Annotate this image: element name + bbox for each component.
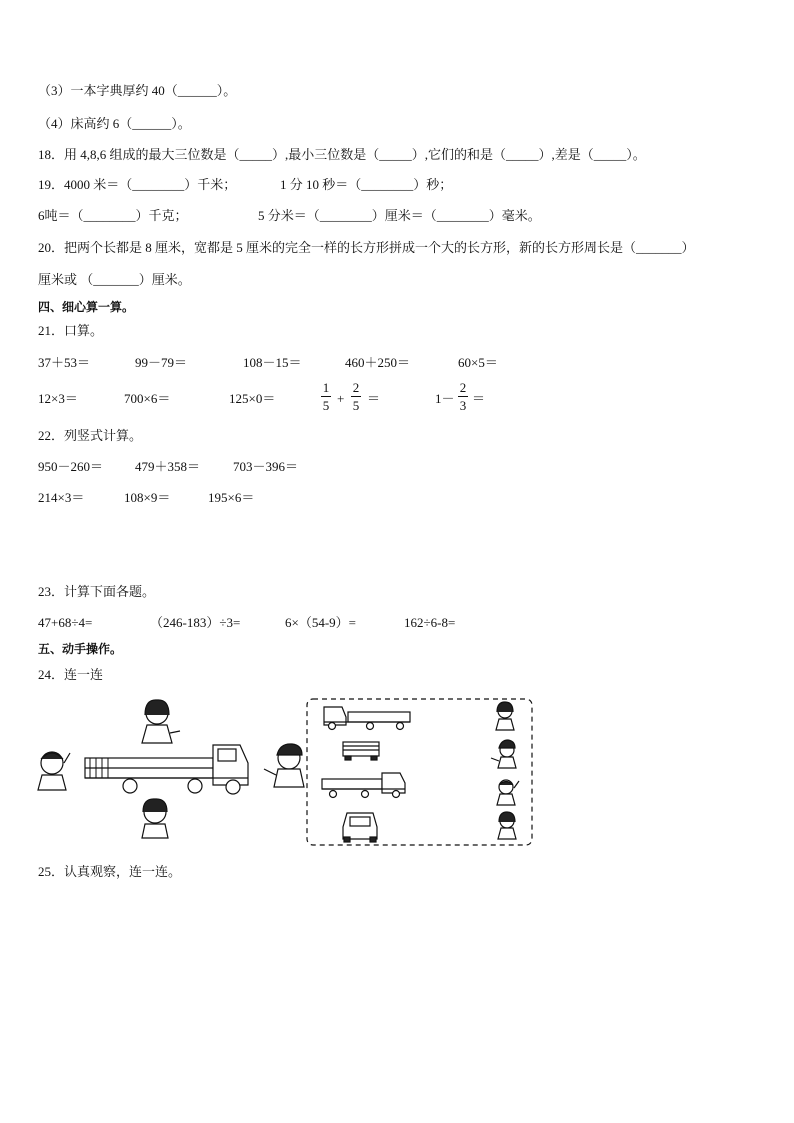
fraction-numerator: 2: [459, 380, 467, 395]
girl-small-icon: [496, 702, 514, 730]
vertical-item: 214×3＝: [38, 490, 85, 505]
worker-right-icon: [264, 744, 304, 787]
calc-item: （246-183）÷3=: [150, 615, 241, 630]
oral-item: 108－15＝: [243, 355, 302, 370]
question-4-line: （4）床高约 6（______）。: [38, 116, 191, 131]
oral-item: 99－79＝: [135, 355, 188, 370]
question-3-line: （3）一本字典厚约 40（______）。: [38, 83, 237, 98]
fraction-numerator: 1: [322, 380, 330, 395]
fraction-denominator: 5: [322, 398, 330, 413]
truck-side-view-2-icon: [322, 773, 405, 798]
truck-rear-view-icon: [343, 742, 379, 760]
worker-small-icon: [491, 740, 516, 768]
girl-top-icon: [142, 700, 180, 743]
oral-item: 12×3＝: [38, 391, 78, 406]
fraction-2-3: [458, 380, 468, 413]
question-21-title: 21．口算。: [38, 323, 104, 338]
oral-item: 125×0＝: [229, 391, 276, 406]
fraction-denominator: 3: [459, 398, 467, 413]
child-left-icon: [38, 752, 70, 790]
equals-sign: ＝: [472, 391, 486, 406]
question-19-part-d: 5 分米＝（________）厘米＝（________）毫米。: [258, 208, 541, 223]
oral-item: 700×6＝: [124, 391, 171, 406]
truck-side-view-icon: [324, 707, 410, 730]
calc-item: 162÷6-8=: [404, 615, 456, 630]
question-25-title: 25．认真观察，连一连。: [38, 864, 182, 879]
question-18: 18．用 4,8,6 组成的最大三位数是（_____）,最小三位数是（_____）,它们的和是（_____）,差是（_____）。: [38, 147, 646, 162]
truck-views-illustration: [30, 695, 540, 850]
fraction-1-5: [321, 380, 331, 413]
section-5-heading: 五、动手操作。: [38, 642, 123, 656]
girl-bottom-icon: [142, 799, 168, 838]
calc-item: 47+68÷4=: [38, 615, 93, 630]
question-24-title: 24．连一连: [38, 667, 104, 682]
question-19-part-b: 1 分 10 秒＝（________）秒；: [280, 177, 453, 192]
oral-item: 37＋53＝: [38, 355, 91, 370]
vertical-item: 950－260＝: [38, 459, 104, 474]
truck-front-view-icon: [343, 813, 377, 842]
question-20-line-1: 20．把两个长都是 8 厘米，宽都是 5 厘米的完全一样的长方形拼成一个大的长方形，新的长方形周长是（_______）: [38, 240, 695, 255]
vertical-item: 108×9＝: [124, 490, 171, 505]
equals-sign: ＝: [367, 391, 381, 406]
fraction-denominator: 5: [352, 398, 360, 413]
whole-minus: 1－: [435, 391, 455, 406]
oral-item: 460＋250＝: [345, 355, 411, 370]
child-small-icon: [497, 780, 519, 805]
vertical-item: 703－396＝: [233, 459, 299, 474]
vertical-item: 479＋358＝: [135, 459, 201, 474]
question-20-line-2: 厘米或 （_______）厘米。: [38, 272, 191, 287]
fraction-numerator: 2: [352, 380, 360, 395]
question-22-title: 22．列竖式计算。: [38, 428, 143, 443]
girl-back-small-icon: [498, 812, 516, 839]
question-19-part-a: 19．4000 米＝（________）千米；: [38, 177, 237, 192]
vertical-item: 195×6＝: [208, 490, 255, 505]
plus-sign: +: [337, 391, 345, 406]
fraction-2-5: [351, 380, 361, 413]
calc-item: 6×（54-9）=: [285, 615, 356, 630]
oral-item: 60×5＝: [458, 355, 498, 370]
question-19-part-c: 6吨＝（________）千克；: [38, 208, 188, 223]
section-4-heading: 四、细心算一算。: [38, 300, 135, 314]
big-truck-icon: [85, 745, 248, 794]
question-23-title: 23．计算下面各题。: [38, 584, 156, 599]
